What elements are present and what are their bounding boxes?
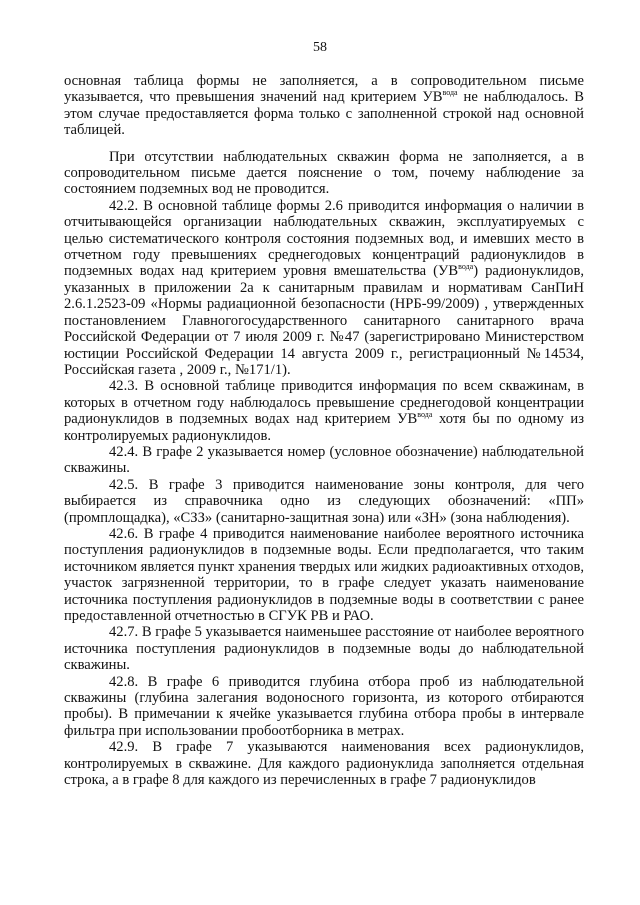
paragraph-42-6: 42.6. В графе 4 приводится наименование наиболее вероятного источника поступления радионуклидов в подземные воды. Если предполагается, что таким источником является пункт хранения твердых или жидких радиоактивных отходов, участок загрязненной территории, то в графе следует указать наименование источника поступления радионуклидов в подземные воды в соответствии с ранее предоставленной отчетностью в СГУК РВ и РАО.	[64, 525, 584, 624]
paragraph-42-3	[64, 378, 584, 444]
text-run: не наблюдалось. В этом случае предоставляется форма только с заполненной строкой над основной таблицей.	[64, 89, 585, 139]
superscript: вода	[458, 262, 474, 272]
text-run: основная таблица формы не заполняется, а в сопроводительном письме указывается, что превышения значений над критерием УВ	[64, 73, 584, 106]
superscript: вода	[417, 410, 433, 420]
paragraph-42-2	[64, 198, 584, 378]
superscript: вода	[442, 88, 458, 98]
text-run: 42.3. В основной таблице приводится информация по всем скважинам, в которых в отчетном году наблюдалось превышение среднегодовой концентрации радионуклидов в подземных водах над критерием УВ	[64, 378, 584, 428]
text-run: хотя бы по одному из контролируемых радионуклидов.	[64, 411, 585, 444]
paragraph-42-9: 42.9. В графе 7 указываются наименования всех радионуклидов, контролируемых в скважине. Для каждого радионуклида заполняется отдельная строка, а в графе 8 для каждого из перечисленных в графе 7 радионуклидов	[64, 739, 584, 789]
text-run: 42.2. В основной таблице формы 2.6 приводится информация о наличии в отчитывающейся организации наблюдательных скважин, эксплуатируемых с целью систематического контроля состояния подземных вод, и имевших место в отчетном году превышениях среднегодовых концентраций радионуклидов в подземных водах над критерием уровня вмешательства (УВ	[64, 197, 584, 280]
paragraph-42-5: 42.5. В графе 3 приводится наименование зоны контроля, для чего выбирается из справочника одно из следующих обозначений: «ПП» (промплощадка), «СЗЗ» (санитарно-защитная зона) или «ЗН» (зона наблюдения).	[64, 476, 584, 526]
text-run: ) радионуклидов, указанных в приложении 2а к санитарным правилам и нормативам СанПиН 2.6.1.2523-09 «Нормы радиационной безопасности (НРБ-99/2009) , утвержденных постановлением Главногогосударственного санитарного санитарного врача Российской Федерации от 7 июля 2009 г. №47 (зарегистрировано Министерством юстиции Российской Федерации 14 августа 2009 г., регистрационный №14534, Российская газета , 2009 г., №171/1).	[64, 263, 584, 378]
paragraph-42-4: 42.4. В графе 2 указывается номер (условное обозначение) наблюдательной скважины.	[64, 443, 584, 477]
page-number: 58	[313, 40, 327, 55]
paragraph-42-8: 42.8. В графе 6 приводится глубина отбора проб из наблюдательной скважины (глубина залегания водоносного горизонта, из которого отбираются пробы). В примечании к ячейке указывается глубина отбора пробы в интервале фильтра при использовании пробоотборника в метрах.	[64, 673, 584, 739]
paragraph-42-7: 42.7. В графе 5 указывается наименьшее расстояние от наиболее вероятного источника поступления радионуклидов в подземные воды до наблюдательной скважины.	[64, 624, 584, 674]
page-content	[64, 73, 584, 788]
paragraph-continuation	[64, 73, 584, 139]
paragraph-no-wells: При отсутствии наблюдательных скважин форма не заполняется, а в сопроводительном письме дается пояснение о том, почему наблюдение за состоянием подземных вод не проводится.	[64, 148, 584, 198]
